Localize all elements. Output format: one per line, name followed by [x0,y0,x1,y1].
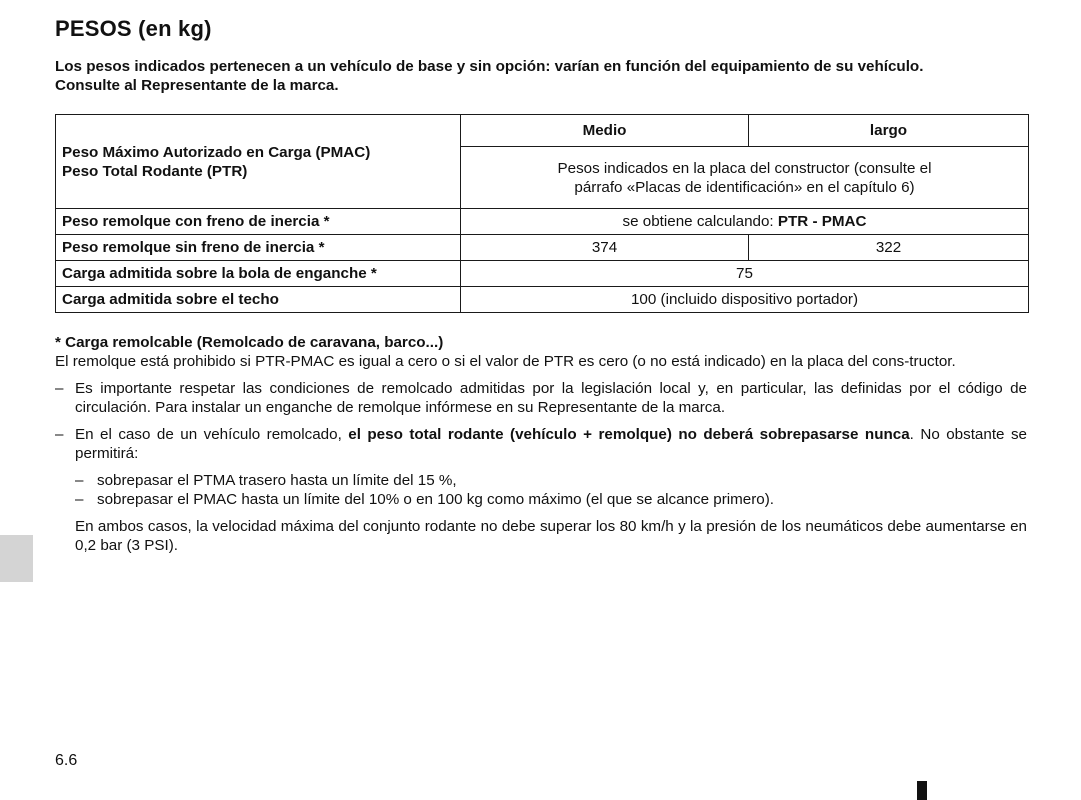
plate-note-cell [461,147,1029,209]
intro-text [55,57,1030,95]
dash-bullet: – [55,426,64,443]
list-item-text: Es importante respetar las condiciones de remolcado admitidas por la legislación local y, en particular, las definidas por el código de circulación. Para instalar un enganche de remolque infórmese en su Representante de la marca. [75,380,1027,416]
table-row [56,287,1029,313]
row-label: Carga admitida sobre la bola de enganche * [56,261,461,287]
notes-paragraph: El remolque está prohibido si PTR-PMAC es igual a cero o si el valor de PTR es cero (o no está indicado) en la placa del cons-tructor. [55,353,956,370]
header-medio: Medio [461,115,749,147]
closing-paragraph: En ambos casos, la velocidad máxima del conjunto rodante no debe superar los 80 km/h y la presión de los neumáticos debe aumentarse en 0,2 bar (3 PSI). [75,518,1027,554]
row-value: 100 (incluido dispositivo portador) [461,287,1029,313]
intro-line-2: Consulte al Representante de la marca. [55,77,339,94]
table-row [56,261,1029,287]
weights-table [55,114,1029,313]
notes-section [55,333,1027,555]
sub-list-item [75,471,1027,490]
row-value [461,209,1029,235]
chapter-tab-marker [0,535,33,582]
sub-list-item [75,490,1027,509]
list-item [55,379,1027,417]
sub-list [55,471,1027,509]
pmac-ptr-label-cell [56,115,461,209]
row-value-largo: 322 [749,235,1029,261]
ptr-label: Peso Total Rodante (PTR) [62,162,248,180]
table-row [56,209,1029,235]
notes-title: * Carga remolcable (Remolcado de caravana, barco...) [55,334,444,351]
list-item [55,425,1027,463]
list-item-text-bold: el peso total rodante (vehículo + remolque) no deberá sobrepasarse nunca [348,426,910,443]
intro-line-1: Los pesos indicados pertenecen a un vehículo de base y sin opción: varían en función del equipamiento de su vehículo. [55,58,924,75]
corner-mark [917,781,927,800]
list-item-text-end: . No obstante se permitirá: [75,426,1028,462]
plate-note-line-1: Pesos indicados en la placa del constructor (consulte el [557,159,932,177]
row-label: Carga admitida sobre el techo [56,287,461,313]
pmac-label: Peso Máximo Autorizado en Carga (PMAC) [62,143,371,161]
page-number: 6.6 [55,752,78,769]
row-value: 75 [461,261,1029,287]
dash-bullet: – [55,380,64,397]
plate-note-line-2: párrafo «Placas de identificación» en el capítulo 6) [574,178,915,196]
header-largo: largo [749,115,1029,147]
page-title: PESOS (en kg) [55,16,212,41]
row-label: Peso remolque sin freno de inercia * [56,235,461,261]
dash-bullet: – [75,491,84,508]
row-value-medio: 374 [461,235,749,261]
sub-list-item-text: sobrepasar el PTMA trasero hasta un límite del 15 %, [97,472,457,489]
row-label: Peso remolque con freno de inercia * [56,209,461,235]
formula-prefix: se obtiene calculando: [622,213,778,230]
formula-value: PTR - PMAC [777,213,867,230]
sub-list-item-text: sobrepasar el PMAC hasta un límite del 10% o en 100 kg como máximo (el que se alcance primero). [97,491,775,508]
table-header-row [56,115,1029,147]
list-item-text-start: En el caso de un vehículo remolcado, [75,426,349,443]
dash-bullet: – [75,472,84,489]
table-row [56,235,1029,261]
